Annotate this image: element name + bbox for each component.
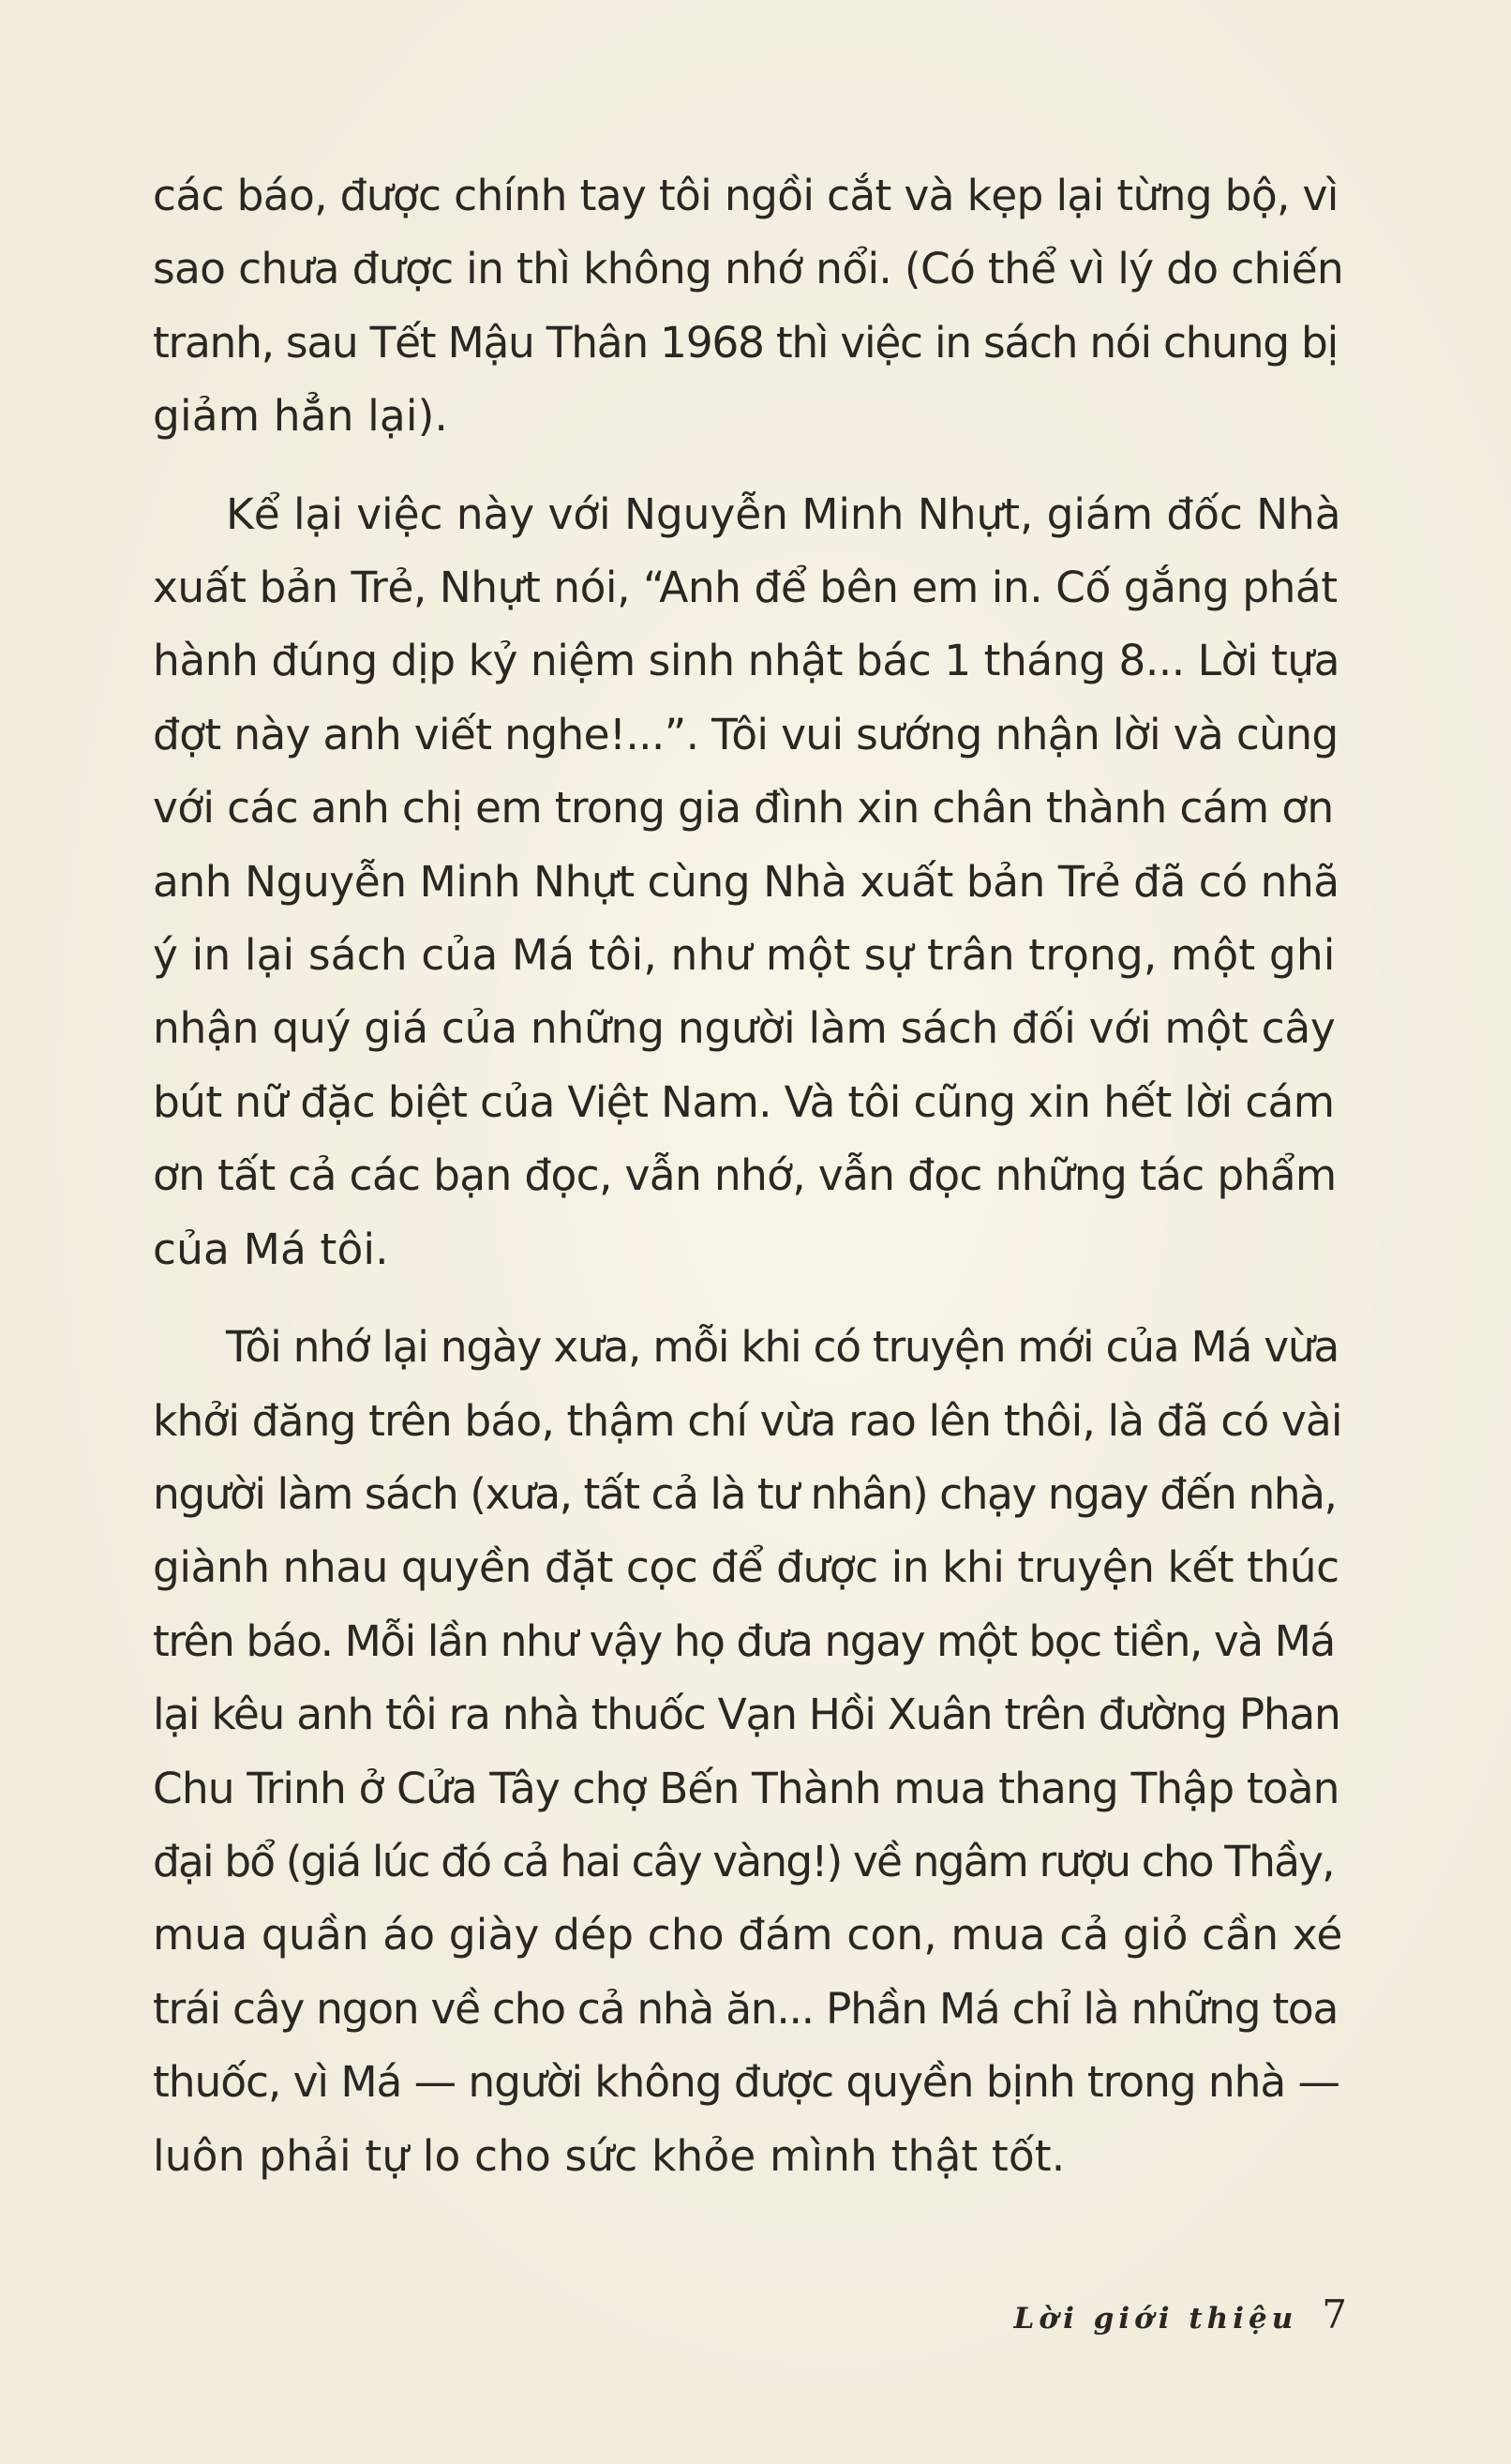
text-line: bút nữ đặc biệt của Việt Nam. Và tôi cũng xin hết lời cám (153, 1076, 1335, 1127)
text-line: Tôi nhớ lại ngày xưa, mỗi khi có truyện mới của Má vừa (226, 1322, 1339, 1373)
running-head: Lời giới thiệu (1013, 2302, 1298, 2336)
text-line: các báo, được chính tay tôi ngồi cắt và kẹp lại từng bộ, vì (153, 171, 1339, 220)
text-line: lại kêu anh tôi ra nhà thuốc Vạn Hồi Xuân trên đường Phan (153, 1690, 1340, 1740)
text-line: ơn tất cả các bạn đọc, vẫn nhớ, vẫn đọc những tác phẩm (153, 1150, 1337, 1201)
paragraph (153, 1311, 1343, 2193)
text-line: trên báo. Mỗi lần như vậy họ đưa ngay một bọc tiền, và Má (153, 1615, 1335, 1666)
text-line: tranh, sau Tết Mậu Thân 1968 thì việc in sách nói chung bị (153, 317, 1338, 368)
text-line: giảm hẳn lại). (153, 391, 448, 442)
text-line: người làm sách (xưa, tất cả là tư nhân) chạy ngay đến nhà, (153, 1468, 1337, 1519)
text-line: nhận quý giá của những người làm sách đối với một cây (153, 1003, 1336, 1054)
text-line: anh Nguyễn Minh Nhựt cùng Nhà xuất bản Trẻ đã có nhã (153, 856, 1339, 907)
text-line: hành đúng dịp kỷ niệm sinh nhật bác 1 tháng 8... Lời tựa (153, 636, 1340, 686)
text-line: sao chưa được in thì không nhớ nổi. (Có thể vì lý do chiến (153, 244, 1344, 294)
text-line: đại bổ (giá lúc đó cả hai cây vàng!) về ngâm rượu cho Thầy, (153, 1836, 1334, 1886)
page-number: 7 (1322, 2291, 1347, 2337)
paragraph (153, 478, 1343, 1286)
text-line: Chu Trinh ở Cửa Tây chợ Bến Thành mua thang Thập toàn (153, 1763, 1339, 1813)
text-line: trái cây ngon về cho cả nhà ăn... Phần Má chỉ là những toa (153, 1983, 1339, 2034)
text-line: của Má tôi. (153, 1224, 389, 1274)
text-line: giành nhau quyền đặt cọc để được in khi truyện kết thúc (153, 1542, 1339, 1593)
page-footer (1014, 2291, 1347, 2337)
text-line: luôn phải tự lo cho sức khỏe mình thật tốt. (153, 2130, 1066, 2181)
paragraph (153, 159, 1343, 454)
text-line: thuốc, vì Má — người không được quyền bịnh trong nhà — (153, 2057, 1339, 2108)
text-line: ý in lại sách của Má tôi, như một sự trân trọng, một ghi (153, 930, 1336, 981)
text-line: xuất bản Trẻ, Nhựt nói, “Anh để bên em in. Cố gắng phát (153, 563, 1338, 613)
text-line: Kể lại việc này với Nguyễn Minh Nhựt, giám đốc Nhà (226, 488, 1341, 539)
text-line: đợt này anh viết nghe!...”. Tôi vui sướng nhận lời và cùng (153, 709, 1339, 759)
text-line: khởi đăng trên báo, thậm chí vừa rao lên thôi, là đã có vài (153, 1395, 1342, 1446)
text-line: mua quần áo giày dép cho đám con, mua cả giỏ cần xé (153, 1910, 1343, 1961)
body-text (153, 159, 1343, 2193)
text-line: với các anh chị em trong gia đình xin chân thành cám ơn (153, 783, 1334, 834)
